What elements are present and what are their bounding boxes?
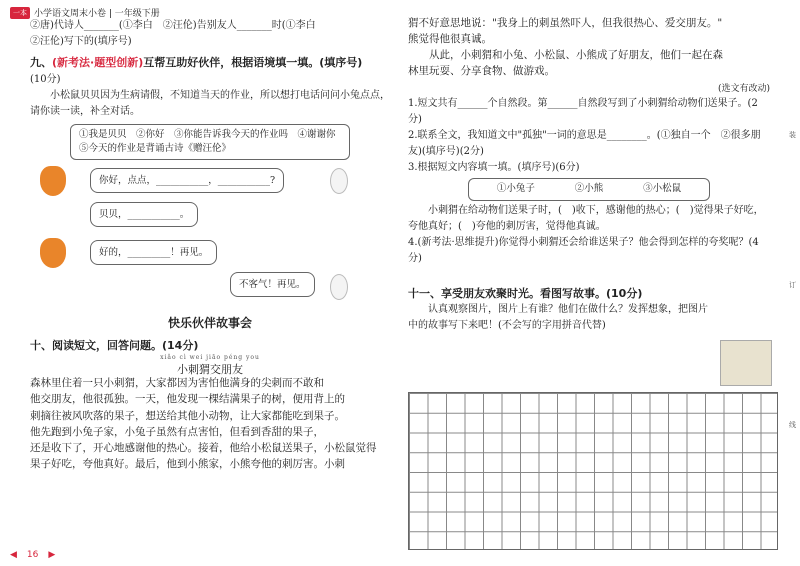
q9-heading	[30, 54, 390, 72]
q9-number: 九、	[30, 56, 52, 69]
q8-line1: ②唐)代诗人_______(①李白 ②汪伦)告别友人_______时(①李白	[30, 20, 316, 31]
side-text: 线	[789, 421, 796, 429]
q11-text: 认真观察图片，图片上有谁？他们在做什么？发挥想象，把图片中的故事写下来吧！(不会写的字用拼音代替)	[408, 304, 708, 332]
question-3-text: 小刺猬在给动物们送果子时，( )收下，感谢他的热心；( )觉得果子好吃，夸他真好；( )夸他的刺厉害，觉得他真诚。	[408, 204, 764, 232]
story-picture	[720, 340, 772, 386]
story-title-pinyin: xiǎo cì wei jiāo péng you	[160, 353, 260, 361]
story-line: 森林里住着一只小刺猬，大家都因为害怕他满身的尖刺而不敢和	[30, 377, 324, 390]
story-line: 林里玩耍、分享食物、做游戏。	[408, 65, 555, 78]
dialog-4	[30, 272, 390, 308]
page-number: 16	[26, 550, 39, 560]
q3-option: ①小兔子	[496, 183, 535, 195]
q3-options	[468, 178, 710, 200]
header-badge: 一本	[10, 7, 30, 19]
story-line: 果子好吃，夸他真好。最后，他到小熊家，小熊夸他的刺厉害。小刺	[30, 457, 345, 470]
story-line: 他先跑到小兔子家，小兔子虽然有点害怕，但看到香甜的果子，	[30, 425, 324, 438]
story-line: 他交朋友，他很孤独。一天，他发现一棵结满果子的树，便用背上的	[30, 393, 345, 406]
story-line: 从此，小刺猬和小兔、小松鼠、小熊成了好朋友，他们一起在森	[429, 49, 723, 62]
story-text	[30, 378, 390, 469]
side-text: 装	[789, 131, 796, 139]
left-column	[30, 18, 390, 475]
dialog-bubble-1: 你好，点点，___________，___________?	[90, 168, 284, 193]
q9-score: (10分)	[30, 73, 61, 85]
question-3: 3.根据短文内容填一填。(填序号)(6分)	[408, 162, 580, 174]
writing-grid[interactable]	[408, 392, 778, 550]
story-line: 还是收下了，开心地感谢他的热心。接着，他给小松鼠送果子，小松鼠觉得	[30, 441, 377, 454]
story-title: 小刺猬交朋友	[177, 362, 243, 376]
question-4: 4.(新考法·思维提升)你觉得小刺猬还会给谁送果子？他会得到怎样的夸奖呢？(4分)	[408, 236, 759, 264]
header-title: 小学语文周末小卷 | 一年级下册	[34, 9, 160, 19]
prev-arrow-icon: ◀	[10, 550, 17, 560]
dialog-3	[30, 236, 390, 272]
question-2: 2.联系全文，我知道文中"孤独"一词的意思是________。(①独自一个 ②很多朋友)(填序号)(2分)	[408, 130, 761, 158]
q9-tag: (新考法·题型创新)	[52, 56, 144, 69]
squirrel-image	[40, 166, 66, 196]
dialog-2	[30, 200, 390, 236]
rabbit-image	[330, 274, 348, 300]
dialog-bubble-3: 好的，_________！再见。	[90, 240, 217, 265]
story-line: 熊觉得他很真诚。	[408, 33, 492, 46]
options-box: ①我是贝贝 ②你好 ③你能告诉我今天的作业吗 ④谢谢你 ⑤今天的作业是背诵古诗《赠汪伦》	[70, 124, 350, 161]
side-text: 订	[789, 281, 796, 289]
question-1: 1.短文共有______个自然段。第______自然段写到了小刺猬给动物们送果子。(2分)	[408, 98, 758, 126]
dialog-bubble-4: 不客气！再见。	[230, 272, 315, 297]
rabbit-image	[330, 168, 348, 194]
story-line: 猬不好意思地说："我身上的刺虽然吓人，但我很热心、爱交朋友。"	[408, 17, 723, 29]
q9-intro: 小松鼠贝贝因为生病请假，不知道当天的作业，所以想打电话问问小兔点点，请你读一读，补全对话。	[30, 89, 390, 117]
dialog-bubble-2: 贝贝，___________。	[90, 202, 198, 227]
q10-heading: 十、阅读短文，回答问题。(14分)	[30, 339, 199, 353]
q8-line2: ②汪伦)写下的(填序号)	[30, 36, 132, 47]
right-column	[408, 18, 770, 334]
squirrel-image	[40, 238, 66, 268]
q3-option: ③小松鼠	[643, 183, 682, 195]
story-line: 刺摘往被风吹落的果子，想送给其他小动物，让大家都能吃到果子。	[30, 409, 345, 422]
q11-heading: 十一、享受朋友欢聚时光。看图写故事。(10分)	[408, 286, 643, 300]
story-heading: 快乐伙伴故事会	[167, 316, 252, 331]
dialog-1	[30, 164, 390, 200]
page-footer	[10, 550, 55, 560]
q9-text: 互帮互助好伙伴，根据语境填一填。(填序号)	[143, 56, 363, 69]
q3-option: ②小熊	[574, 183, 604, 195]
next-arrow-icon: ▶	[48, 550, 56, 560]
source-note: (选文有改动)	[717, 84, 770, 95]
